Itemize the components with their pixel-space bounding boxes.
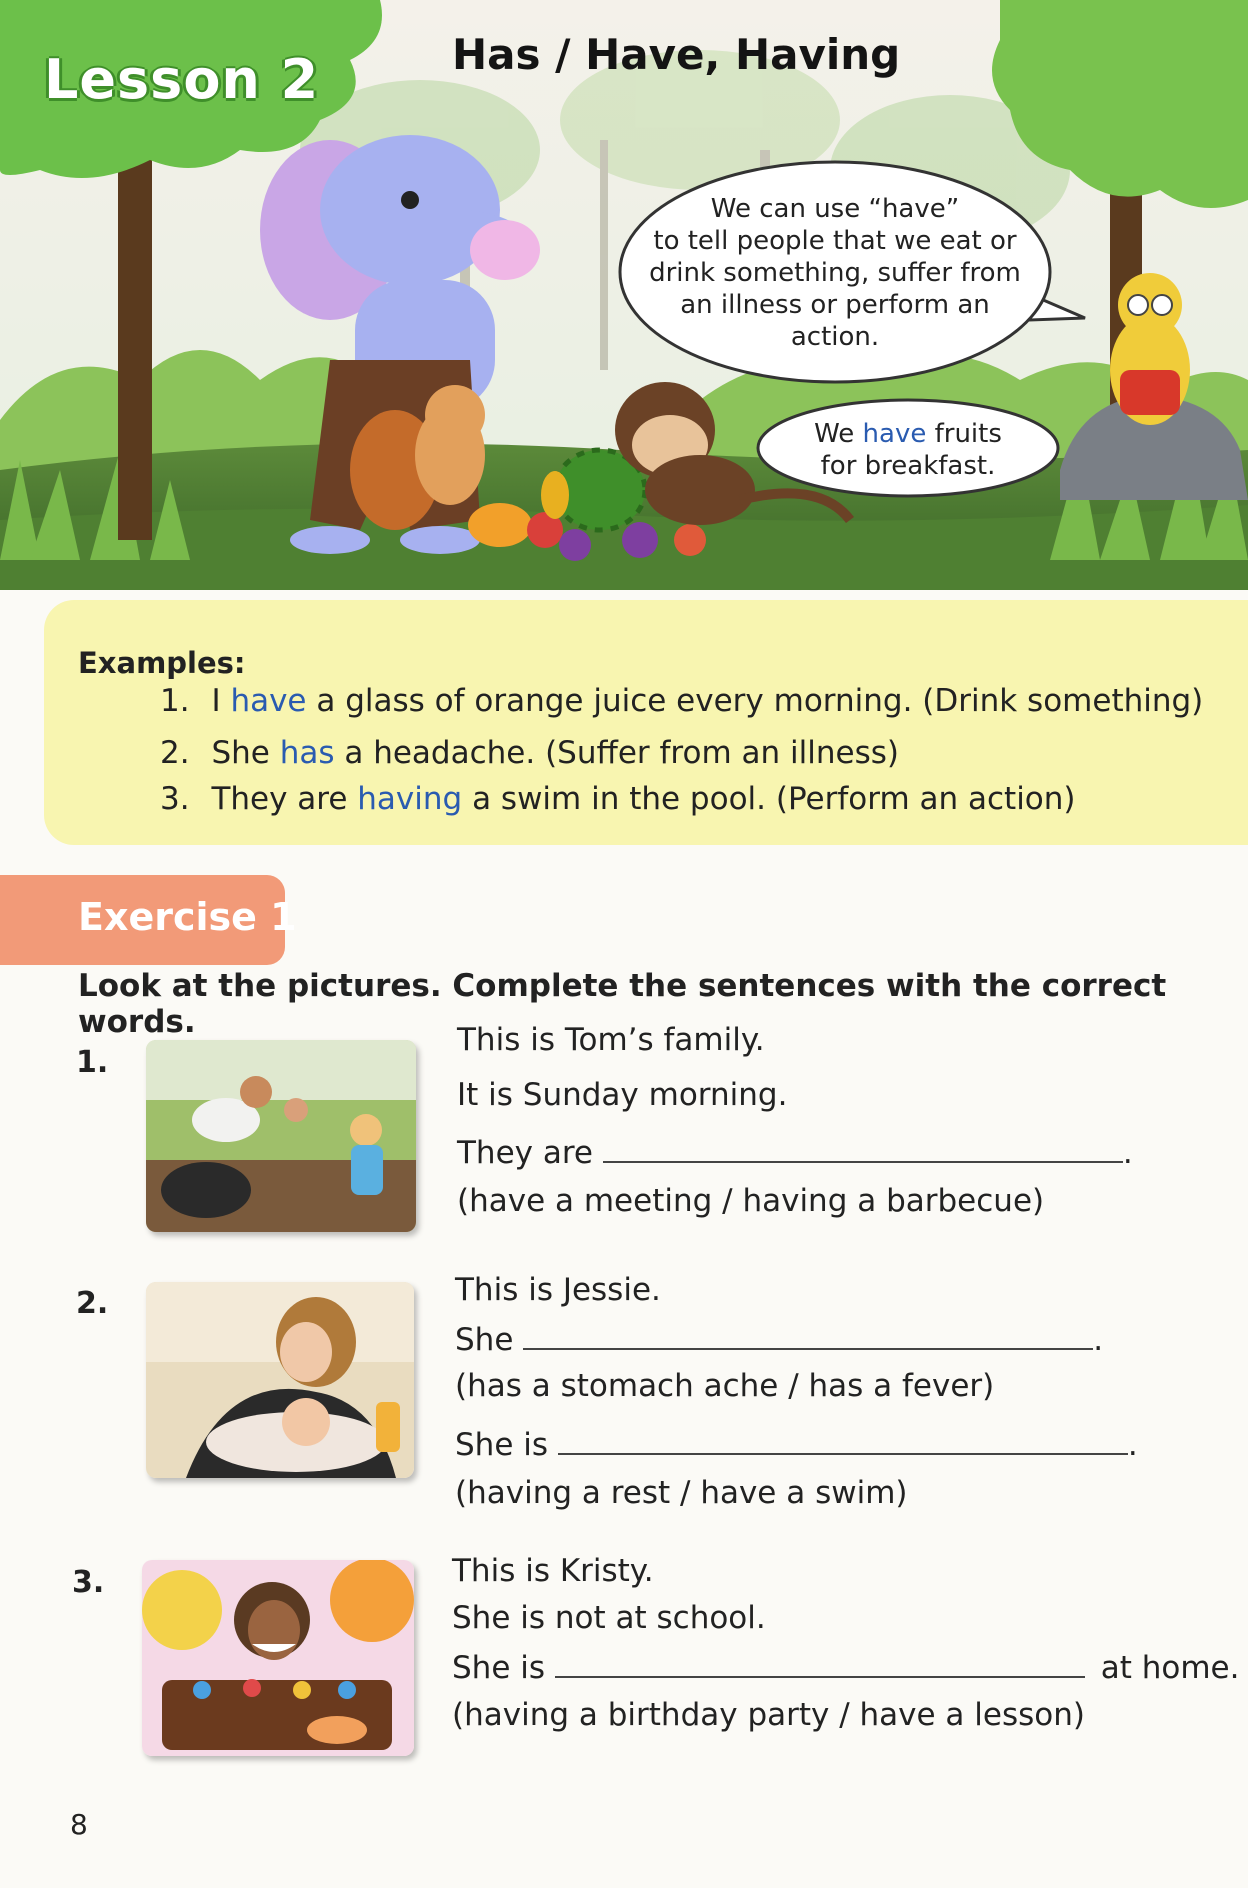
text: They are	[211, 781, 358, 817]
question-number: 3.	[72, 1565, 105, 1600]
answer-blank[interactable]	[603, 1141, 1123, 1163]
question-text: This is Kristy.	[452, 1553, 654, 1589]
answer-blank[interactable]	[555, 1656, 1085, 1678]
keyword: have	[862, 419, 927, 449]
monkey-bubble-line	[788, 418, 1028, 450]
exercise-instruction: Look at the pictures. Complete the sentences with the correct words.	[78, 968, 1167, 1040]
blank-sentence	[452, 1650, 1239, 1686]
options-text: (having a rest / have a swim)	[455, 1475, 908, 1511]
text: a headache. (Suffer from an illness)	[334, 735, 899, 771]
monkey-bubble-text	[788, 418, 1028, 482]
left-tree-trunk	[118, 150, 152, 540]
text: .	[1093, 1322, 1104, 1358]
blank-sentence	[455, 1427, 1138, 1463]
options-text: (having a birthday party / have a lesson)	[452, 1697, 1085, 1733]
keyword: having	[357, 781, 463, 817]
owl	[1110, 273, 1190, 425]
sick-child-photo	[146, 1282, 414, 1478]
keyword: has	[279, 735, 335, 771]
sick-child-image	[146, 1282, 414, 1478]
birthday-party-image	[142, 1560, 414, 1756]
owl-bubble-text	[630, 193, 1040, 353]
text: She	[455, 1322, 514, 1358]
exercise-label: Exercise 1	[78, 895, 297, 939]
birthday-photo	[142, 1560, 414, 1756]
owl-bubble-line: We can use “have”	[710, 194, 960, 224]
example-item	[160, 683, 1203, 719]
owl-bubble-line: drink something, suffer from	[649, 258, 1021, 288]
text: She is	[455, 1427, 549, 1463]
page-number: 8	[70, 1808, 88, 1841]
example-number: 1.	[160, 683, 190, 719]
family-barbecue-image	[146, 1040, 416, 1232]
text: We	[814, 419, 863, 449]
question-text: It is Sunday morning.	[457, 1077, 788, 1113]
answer-blank[interactable]	[523, 1328, 1093, 1350]
blank-sentence	[455, 1322, 1103, 1358]
example-number: 3.	[160, 781, 190, 817]
question-text: She is not at school.	[452, 1600, 766, 1636]
owl-bubble-line: an illness or perform an	[680, 290, 990, 320]
text: She is	[452, 1650, 546, 1686]
examples-heading: Examples:	[78, 646, 246, 680]
options-text: (has a stomach ache / has a fever)	[455, 1368, 995, 1404]
text: .	[1122, 1135, 1133, 1171]
text: a swim in the pool. (Perform an action)	[462, 781, 1076, 817]
lesson-title: Has / Have, Having	[452, 30, 901, 79]
example-item	[160, 735, 899, 771]
barbecue-photo	[146, 1040, 416, 1232]
keyword: have	[230, 683, 307, 719]
options-text: (have a meeting / having a barbecue)	[457, 1183, 1045, 1219]
lesson-tag: Lesson 2	[44, 48, 320, 111]
question-number: 1.	[76, 1045, 109, 1080]
owl-bubble-line: to tell people that we eat or	[653, 226, 1017, 256]
blank-sentence	[457, 1135, 1133, 1171]
text: fruits	[926, 419, 1002, 449]
owl-bubble-line: action.	[790, 322, 880, 352]
answer-blank[interactable]	[558, 1433, 1128, 1455]
text: They are	[457, 1135, 593, 1171]
question-number: 2.	[76, 1286, 109, 1321]
monkey-bubble-line: for breakfast.	[820, 451, 996, 481]
text: at home.	[1100, 1650, 1240, 1686]
text: She	[211, 735, 280, 771]
text: .	[1127, 1427, 1138, 1463]
example-item	[160, 781, 1076, 817]
question-text: This is Jessie.	[455, 1272, 661, 1308]
example-number: 2.	[160, 735, 190, 771]
question-text: This is Tom’s family.	[457, 1022, 765, 1058]
text: a glass of orange juice every morning. (Drink something)	[306, 683, 1204, 719]
text: I	[211, 683, 231, 719]
